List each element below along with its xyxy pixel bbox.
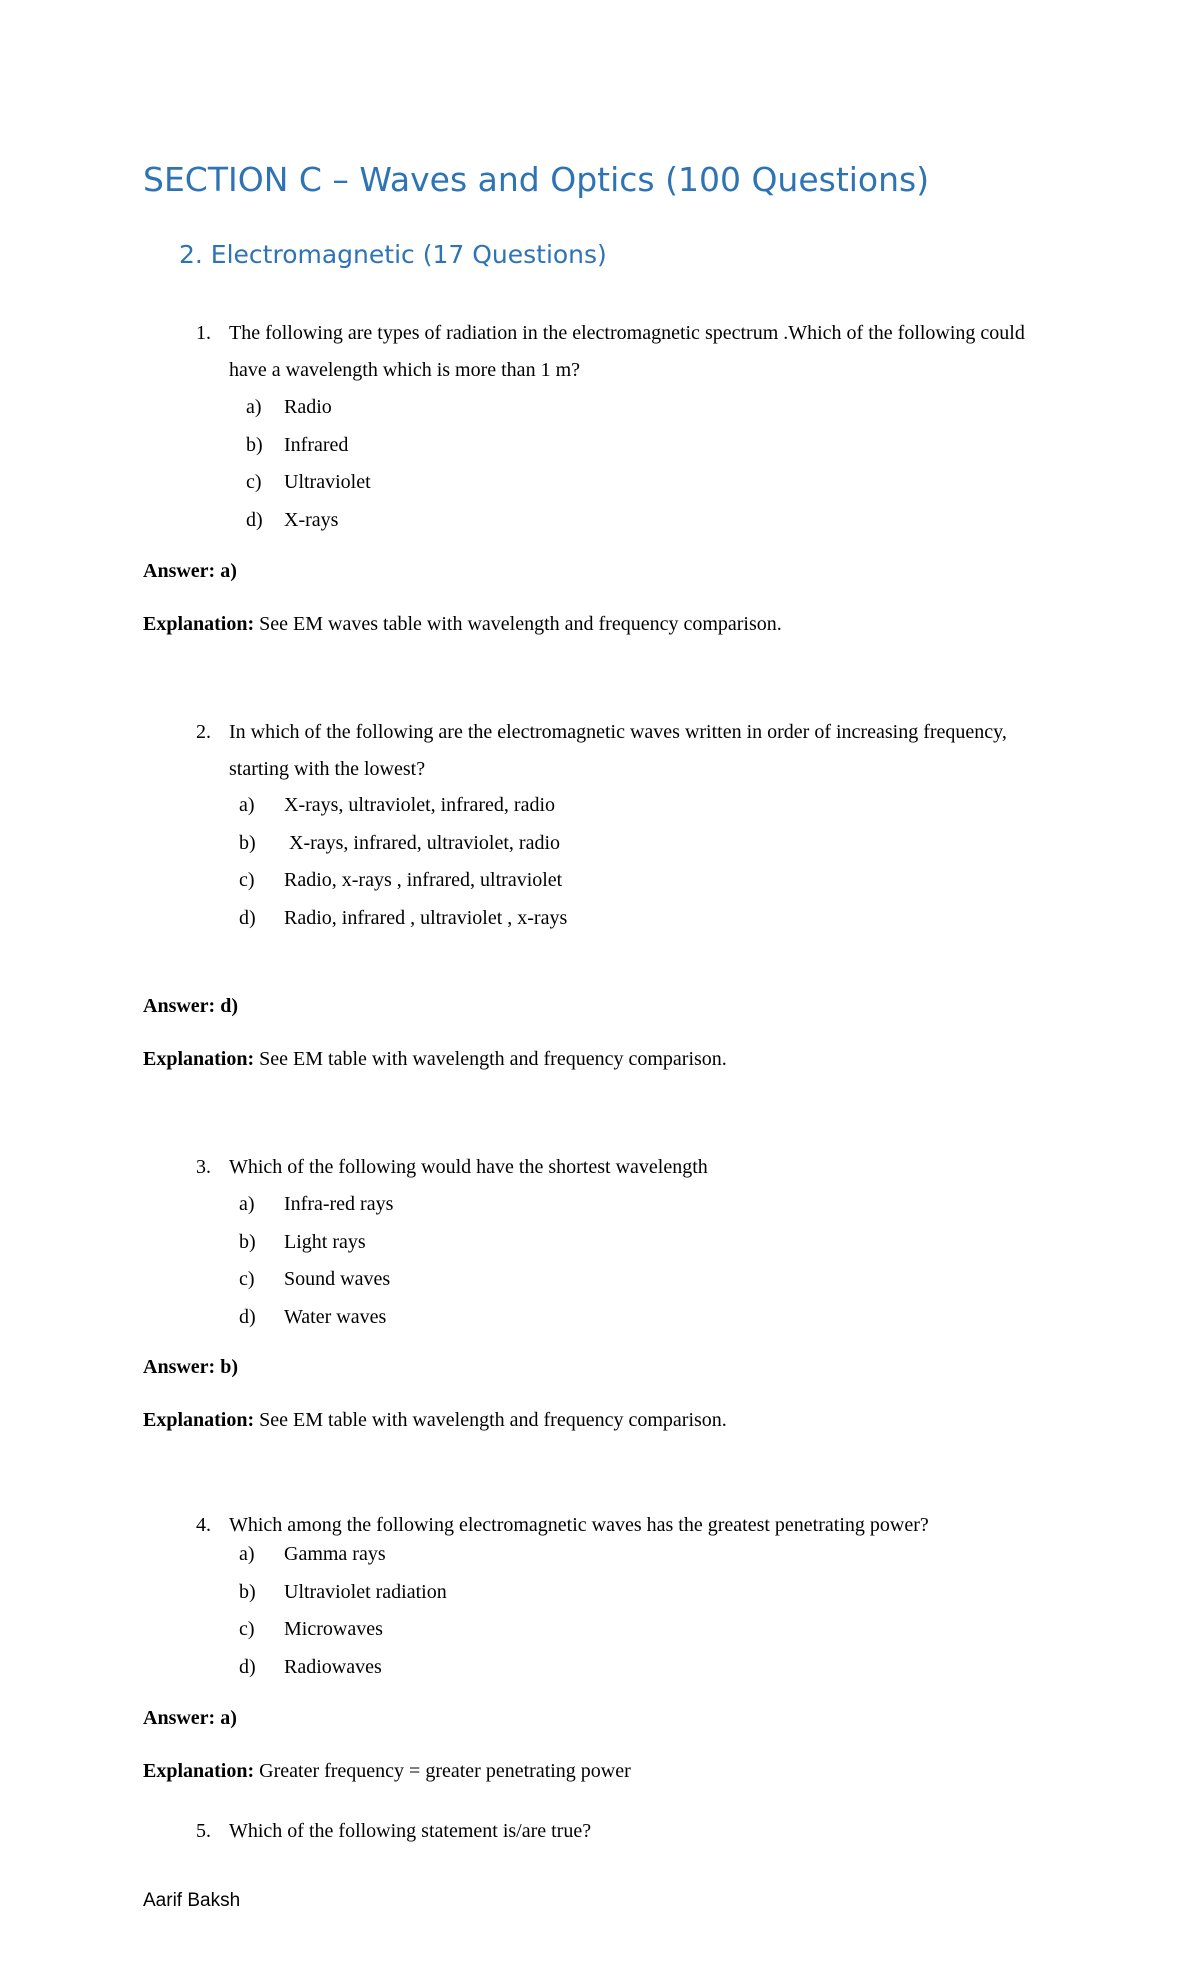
option-letter: d)	[239, 906, 256, 929]
answer-label: Answer:	[143, 1707, 216, 1729]
question-number: 1.	[196, 322, 211, 344]
option-letter: c)	[239, 1268, 255, 1290]
option-text: Infra-red rays	[284, 1193, 394, 1215]
option-letter: a)	[239, 1193, 255, 1215]
option-text: Radio	[284, 396, 332, 418]
question-1-explanation	[143, 613, 782, 636]
explanation-label: Explanation:	[143, 613, 255, 635]
question-3-explanation	[143, 1409, 727, 1432]
option-letter: c)	[239, 869, 255, 891]
explanation-text: See EM table with wavelength and frequency comparison.	[259, 1048, 727, 1070]
question-stem: In which of the following are the electromagnetic waves written in order of increasing frequency, starting with the lowest?	[229, 721, 1007, 780]
question-3-answer	[143, 1356, 238, 1379]
option-text: Water waves	[284, 1305, 387, 1328]
answer-value: b)	[220, 1356, 239, 1378]
answer-value: a)	[220, 1707, 237, 1729]
option-letter: d)	[246, 508, 263, 531]
option-text: Light rays	[284, 1230, 366, 1253]
question-number: 3.	[196, 1156, 211, 1178]
question-stem: The following are types of radiation in the electromagnetic spectrum .Which of the following could have a wavelength which is more than 1 m?	[229, 322, 1025, 381]
option-text: Radiowaves	[284, 1655, 382, 1678]
footer-author: Aarif Baksh	[143, 1890, 241, 1911]
answer-label: Answer:	[143, 995, 216, 1017]
option-text: Gamma rays	[284, 1543, 386, 1565]
option-letter: a)	[239, 1543, 255, 1565]
option-text: X-rays, infrared, ultraviolet, radio	[284, 831, 561, 854]
option-text: Ultraviolet radiation	[284, 1580, 447, 1603]
option-letter: b)	[239, 831, 256, 854]
option-text: Radio, infrared , ultraviolet , x-rays	[284, 906, 568, 929]
question-3-text	[196, 1149, 1049, 1186]
option-text: X-rays, ultraviolet, infrared, radio	[284, 794, 556, 816]
question-number: 4.	[196, 1514, 211, 1536]
answer-value: d)	[220, 995, 239, 1017]
question-2-explanation	[143, 1048, 727, 1071]
section-title: SECTION C – Waves and Optics (100 Questions)	[143, 160, 930, 199]
explanation-text: See EM waves table with wavelength and frequency comparison.	[259, 613, 782, 635]
option-text: Infrared	[284, 433, 349, 456]
answer-label: Answer:	[143, 1356, 216, 1378]
question-stem: Which of the following would have the shortest wavelength	[229, 1156, 708, 1178]
option-letter: b)	[246, 433, 263, 456]
option-text: Microwaves	[284, 1618, 383, 1640]
option-letter: a)	[239, 794, 255, 816]
option-letter: c)	[246, 471, 262, 493]
option-letter: d)	[239, 1655, 256, 1678]
question-number: 5.	[196, 1820, 211, 1842]
option-letter: b)	[239, 1230, 256, 1253]
answer-value: a)	[220, 560, 237, 582]
question-4-answer	[143, 1707, 237, 1730]
question-5-text	[196, 1813, 1049, 1850]
explanation-text: Greater frequency = greater penetrating power	[259, 1760, 631, 1782]
explanation-label: Explanation:	[143, 1760, 255, 1782]
explanation-label: Explanation:	[143, 1048, 255, 1070]
option-text: X-rays	[284, 508, 339, 531]
question-1-answer	[143, 560, 237, 583]
question-stem: Which of the following statement is/are true?	[229, 1820, 592, 1842]
question-2-answer	[143, 995, 238, 1018]
option-letter: a)	[246, 396, 262, 418]
option-text: Radio, x-rays , infrared, ultraviolet	[284, 869, 563, 891]
question-1-text	[196, 315, 1049, 389]
question-stem: Which among the following electromagnetic waves has the greatest penetrating power?	[229, 1514, 929, 1536]
explanation-label: Explanation:	[143, 1409, 255, 1431]
subsection-title: 2. Electromagnetic (17 Questions)	[179, 240, 607, 269]
question-4-explanation	[143, 1760, 631, 1783]
question-number: 2.	[196, 721, 211, 743]
option-letter: d)	[239, 1305, 256, 1328]
option-text: Sound waves	[284, 1268, 391, 1290]
explanation-text: See EM table with wavelength and frequency comparison.	[259, 1409, 727, 1431]
answer-label: Answer:	[143, 560, 216, 582]
option-letter: c)	[239, 1618, 255, 1640]
option-text: Ultraviolet	[284, 471, 371, 493]
question-2-text	[196, 714, 1049, 788]
option-letter: b)	[239, 1580, 256, 1603]
